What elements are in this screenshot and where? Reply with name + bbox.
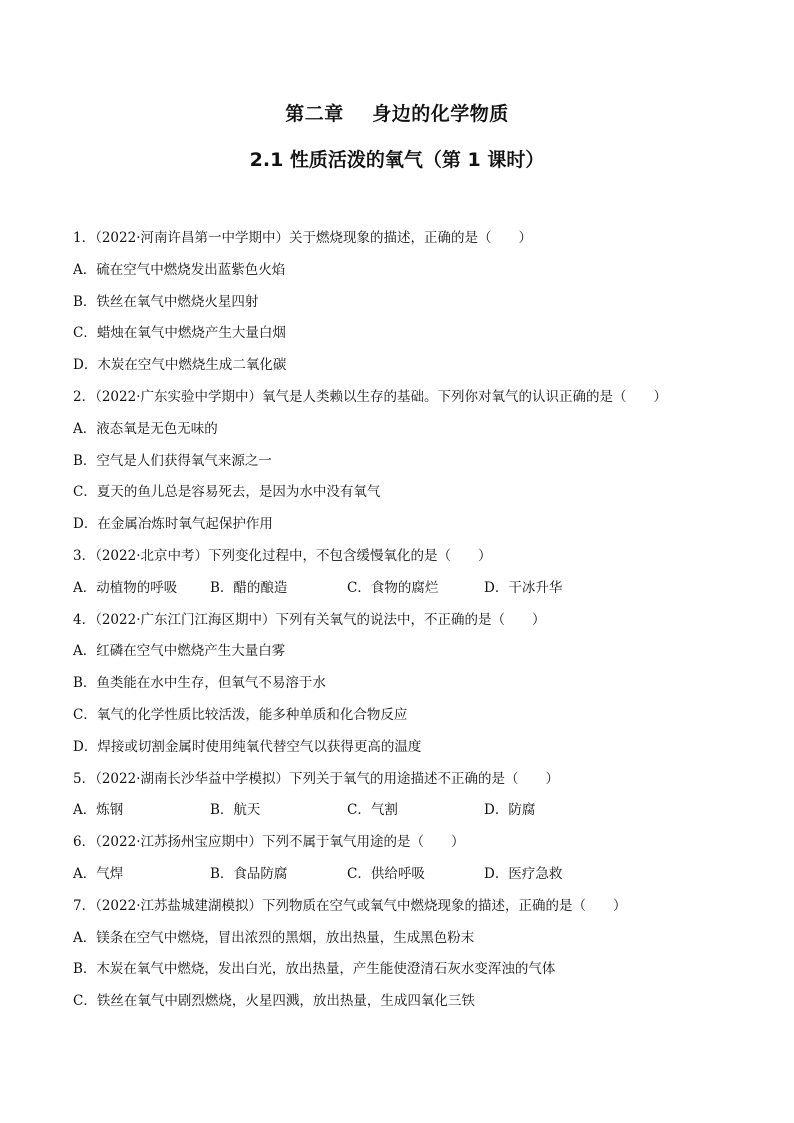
question-stem: 2．（2022·广东实验中学期中）氧气是人类赖以生存的基础。下列你对氧气的认识正确的是（ ）	[73, 388, 667, 405]
question-stem: 4．（2022·广东江门江海区期中）下列有关氧气的说法中，不正确的是（ ）	[73, 611, 546, 628]
option-b: B．醋的酿造	[210, 579, 288, 596]
question-6	[73, 827, 733, 891]
option-a: A．红磷在空气中燃烧产生大量白雾	[73, 643, 286, 660]
question-stem: 5．（2022·湖南长沙华益中学模拟）下列关于氧气的用途描述不正确的是（ ）	[73, 770, 559, 787]
option-row	[73, 795, 733, 827]
option-b: B．航天	[210, 802, 261, 819]
question-stem: 1．（2022·河南许昌第一中学期中）关于燃烧现象的描述，正确的是（ ）	[73, 230, 532, 246]
question-7	[73, 891, 733, 1018]
question-list	[73, 223, 733, 1018]
question-stem: 6．（2022·江苏扬州宝应期中）下列不属于氧气用途的是（ ）	[73, 834, 465, 851]
option-b: B．鱼类能在水中生存，但氧气不易溶于水	[73, 675, 326, 692]
option-a: A．硫在空气中燃烧发出蓝紫色火焰	[73, 261, 286, 278]
question-3	[73, 541, 733, 605]
option-d: D．干冰升华	[484, 579, 563, 596]
option-c: C．铁丝在氧气中剧烈燃烧，火星四溅，放出热量，生成四氧化三铁	[73, 993, 475, 1010]
option-b: B．木炭在氧气中燃烧，发出白光，放出热量，产生能使澄清石灰水变浑浊的气体	[73, 961, 556, 978]
option-b: B．铁丝在氧气中燃烧火星四射	[73, 293, 259, 310]
option-a: A．动植物的呼吸	[73, 579, 178, 596]
question-2	[73, 382, 733, 541]
option-d: D．木炭在空气中燃烧生成二氧化碳	[73, 357, 287, 374]
question-stem: 3．（2022·北京中考）下列变化过程中，不包含缓慢氧化的是（ ）	[73, 547, 492, 564]
option-a: A．气焊	[73, 865, 124, 882]
option-c: C．气割	[347, 802, 398, 819]
title-block	[0, 100, 794, 174]
option-a: A．液态氧是无色无味的	[73, 420, 218, 437]
question-5	[73, 764, 733, 828]
option-a: A．镁条在空气中燃烧，冒出浓烈的黑烟，放出热量，生成黑色粉末	[73, 929, 475, 946]
option-c: C．供给呼吸	[347, 865, 425, 882]
option-c: C．食物的腐烂	[347, 579, 439, 596]
lesson-title: 2.1 性质活泼的氧气（第 1 课时）	[249, 149, 545, 171]
option-d: D．在金属冶炼时氧气起保护作用	[73, 516, 273, 533]
option-c: C．蜡烛在氧气中燃烧产生大量白烟	[73, 325, 286, 342]
option-d: D．医疗急救	[484, 865, 563, 882]
question-4	[73, 605, 733, 764]
option-d: D．防腐	[484, 802, 536, 819]
question-stem: 7．（2022·江苏盐城建湖模拟）下列物质在空气或氧气中燃烧现象的描述，正确的是（ ）	[73, 897, 627, 914]
question-1	[73, 223, 733, 382]
option-c: C．氧气的化学性质比较活泼，能多种单质和化合物反应	[73, 706, 408, 723]
option-d: D．焊接或切割金属时使用纯氧代替空气以获得更高的温度	[73, 738, 422, 755]
option-row	[73, 573, 733, 605]
option-b: B．空气是人们获得氧气来源之一	[73, 452, 272, 469]
option-a: A．炼钢	[73, 802, 124, 819]
option-row	[73, 859, 733, 891]
chapter-title: 第二章 身边的化学物质	[285, 103, 509, 125]
option-c: C．夏天的鱼儿总是容易死去，是因为水中没有氧气	[73, 484, 381, 501]
option-b: B．食品防腐	[210, 865, 288, 882]
